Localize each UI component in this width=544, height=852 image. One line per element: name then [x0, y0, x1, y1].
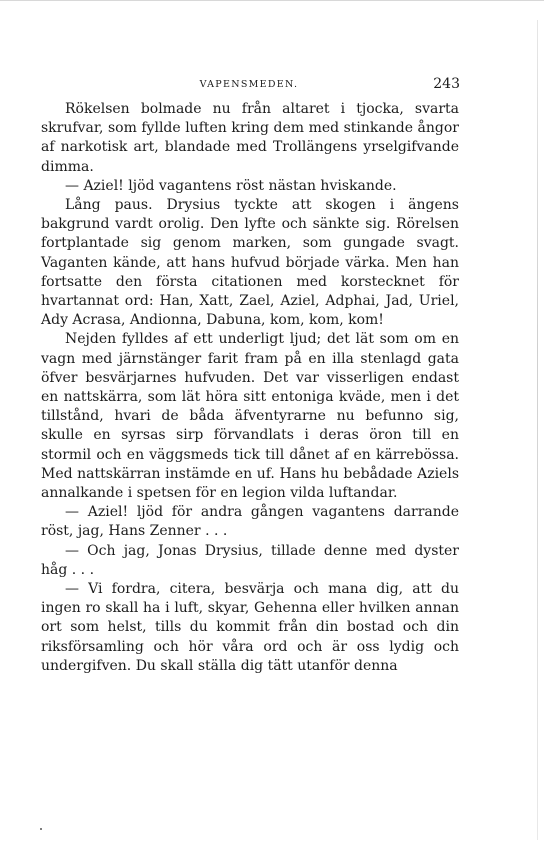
scan-speck — [40, 828, 42, 830]
page-number: 243 — [433, 76, 460, 92]
paragraph: — Aziel! ljöd för andra gången vagantens darrande röst, jag, Hans Zenner . . . — [41, 504, 459, 540]
paragraph: Rökelsen bolmade nu från altaret i tjocka, svarta skrufvar, som fyllde luften kring dem med stinkande ångor af narkotisk art, blandade med Trollängens yrselgifvande dimma. — [41, 101, 459, 175]
paragraph: Lång paus. Drysius tyckte att skogen i ängens bakgrund vardt orolig. Den lyfte och sänkte sig. Rörelsen fortplantade sig genom marken, som gungade svagt. Vaganten kände, att hans hufvud började värka. Men han fortsatte den första citationen med korstecknet för hvartannat ord: Han, Xatt, Zael, Aziel, Adphai, Jad, Uriel, Ady Acrasa, Andionna, Dabuna, kom, kom, kom! — [41, 197, 459, 329]
running-head: VAPENSMEDEN. — [199, 79, 299, 90]
body-text — [41, 100, 459, 676]
scan-edge-right — [537, 20, 538, 840]
scan-edge-top — [0, 0, 544, 7]
page-header — [38, 76, 460, 94]
paragraph: — Aziel! ljöd vagantens röst nästan hviskande. — [65, 177, 397, 194]
paragraph: — Och jag, Jonas Drysius, tillade denne med dyster håg . . . — [41, 542, 459, 578]
paragraph: Nejden fylldes af ett underligt ljud; det lät som om en vagn med järnstänger farit fram på en illa stenlagd gata öfver besvärjarnes hufvuden. Det var visserligen endast en nattskärra, som lät höra sitt entoniga kväde, men i det tillstånd, hvari de båda äfventyrarne nu befunno sig, skulle en syrsas sirp förvandlats i deras öron till en stormil och en väggsmeds tick till dånet af en kärrebössa. Med nattskärran instämde en uf. Hans hu bebådade Aziels annalkande i spetsen för en legion vilda luftandar. — [41, 331, 459, 502]
paragraph: — Vi fordra, citera, besvärja och mana dig, att du ingen ro skall ha i luft, skyar, Gehenna eller hvilken annan ort som helst, tills du kommit från din bostad och din riksförsamling och hör våra ord och är oss lydig och undergifven. Du skall ställa dig tätt utanför denna — [41, 581, 459, 674]
